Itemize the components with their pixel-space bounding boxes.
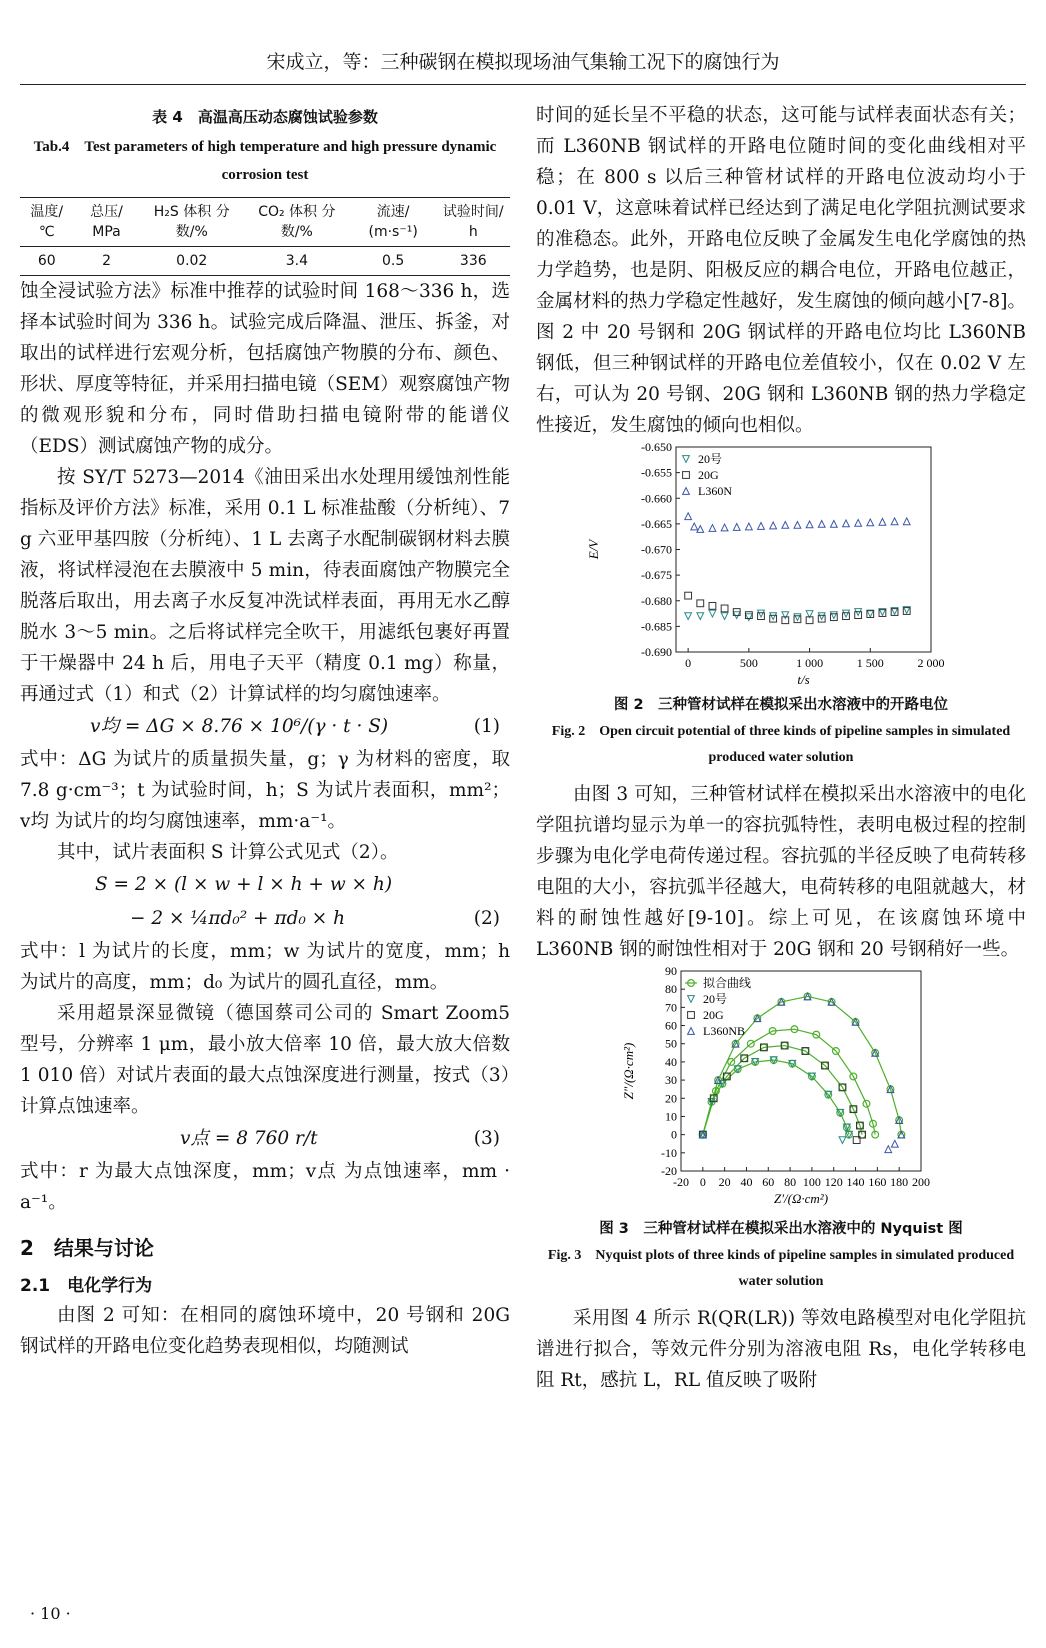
data-point — [806, 521, 813, 528]
data-point — [843, 610, 850, 617]
data-point — [697, 526, 704, 533]
equation-body: v均 = ΔG × 8.76 × 10⁶/(γ · t · S) — [90, 716, 389, 737]
figure-3-caption-cn: 图 3 三种管材试样在模拟采出水溶液中的 Nyquist 图 — [599, 1221, 963, 1237]
paragraph: 由图 2 可知：在相同的腐蚀环境中，20 号钢和 20G 钢试样的开路电位变化趋势表现相似，均随测试 — [20, 1305, 510, 1357]
x-tick-label: 40 — [740, 1175, 753, 1189]
y-tick-label: -0.660 — [641, 491, 672, 506]
paragraph: 按 SY/T 5273—2014《油田采出水处理用缓蚀剂性能指标及评价方法》标准，采用 0.1 L 标准盐酸（分析纯）、7 g 六亚甲基四胺（分析纯）、1 L 去离子水配制碳钢材料去膜液，将试样浸泡在去膜液中 5 min，待表面腐蚀产物膜完全脱落后取出，用去离子水反复冲洗试样表面，再用无水乙醇脱水 3～5 min。之后将试样完全吹干，用滤纸包裹好再置于干燥器中 24 h 后，用电子天平（精度 0.1 mg）称量，再通过式（1）和式（2）计算试样的均匀腐蚀速率。 — [20, 467, 510, 705]
legend-label: 20G — [703, 1008, 724, 1022]
y-tick-label: 0 — [671, 1127, 677, 1142]
legend-marker — [683, 456, 690, 463]
paragraph: 式中：l 为试片的长度，mm；w 为试片的宽度，mm；h 为试片的高度，mm；d₀ 为试片的圆孔直径，mm。 — [20, 941, 510, 993]
y-tick-label: -0.685 — [641, 619, 672, 634]
data-point — [830, 520, 837, 527]
y-tick-label: -0.675 — [641, 568, 672, 583]
data-point — [697, 600, 704, 607]
legend-marker — [688, 1012, 695, 1019]
table-header: 试验时间/ h — [437, 198, 510, 247]
equation-2b — [20, 902, 510, 936]
x-tick-label: 200 — [912, 1175, 930, 1189]
data-point — [758, 523, 765, 530]
fit-curve-3 — [703, 1029, 875, 1134]
data-point — [721, 613, 728, 620]
x-axis-label: Z′/(Ω·cm²) — [773, 1191, 829, 1206]
x-tick-label: 0 — [699, 1175, 706, 1189]
y-tick-label: 80 — [665, 982, 677, 997]
figure-3-caption-en: Fig. 3 Nyquist plots of three kinds of pipeline samples in simulated produced water solution — [547, 1248, 1015, 1289]
data-point — [709, 602, 716, 609]
table-cell: 60 — [20, 247, 74, 276]
equation-3 — [20, 1122, 510, 1156]
x-tick-label: -20 — [673, 1175, 689, 1189]
x-tick-label: 140 — [846, 1175, 865, 1189]
table-cell: 0.02 — [140, 247, 244, 276]
section-heading: 2 结果与讨论 — [20, 1236, 154, 1260]
x-tick-label: 100 — [802, 1175, 821, 1189]
legend-label: L360NB — [703, 1024, 745, 1038]
equation-1 — [20, 710, 510, 744]
table-cell: 3.4 — [244, 247, 350, 276]
y-axis-label: Z″/(Ω·cm²) — [621, 1042, 636, 1100]
x-tick-label: 2 000 — [917, 656, 945, 670]
data-point — [782, 522, 789, 529]
equation-body: v点 = 8 760 r/t — [180, 1128, 318, 1149]
data-point — [867, 610, 874, 617]
data-point — [891, 1140, 898, 1147]
data-point — [733, 524, 740, 531]
paragraph: 采用图 4 所示 R(QR(LR)) 等效电路模型对电化学阻抗谱进行拟合，等效元件分别为溶液电阻 Rs，电化学转移电阻 Rt，感抗 L，RL 值反映了吸附 — [536, 1308, 1026, 1391]
legend-marker — [688, 1028, 695, 1035]
equation-number: (1) — [473, 716, 500, 737]
legend-label: 20号 — [698, 452, 723, 466]
data-point — [770, 613, 777, 620]
table-row — [20, 247, 510, 276]
data-point — [709, 525, 716, 532]
y-tick-label: -20 — [661, 1164, 677, 1178]
data-point — [855, 519, 862, 526]
table-header: H₂S 体积 分数/% — [140, 198, 244, 247]
data-point — [721, 524, 728, 531]
data-point — [685, 513, 692, 520]
subsection-heading: 2.1 电化学行为 — [20, 1276, 153, 1296]
data-point — [839, 1137, 846, 1144]
y-tick-label: 20 — [665, 1091, 677, 1106]
data-point — [867, 519, 874, 526]
data-point — [697, 613, 704, 620]
data-point — [685, 592, 692, 599]
paragraph: 式中：ΔG 为试片的质量损失量，g；γ 为材料的密度，取 7.8 g·cm⁻³；t 为试验时间，h；S 为试片表面积，mm²；v均 为试片的均匀腐蚀速率，mm·a⁻¹。 — [20, 749, 510, 832]
x-tick-label: 1 500 — [856, 656, 884, 670]
paragraph: 式中：r 为最大点蚀深度，mm；v点 为点蚀速率，mm · a⁻¹。 — [20, 1161, 510, 1213]
page-number: · 10 · — [30, 1604, 71, 1623]
data-point — [843, 520, 850, 527]
right-column — [536, 100, 1026, 1396]
paragraph: 蚀全浸试验方法》标准中推荐的试验时间 168～336 h，选择本试验时间为 336 h。试验完成后降温、泄压、拆釜，对取出的试样进行宏观分析，包括腐蚀产物膜的分布、颜色、形状、厚度等特征，并采用扫描电镜（SEM）观察腐蚀产物的微观形貌和分布，同时借助扫描电镜附带的能谱仪（EDS）测试腐蚀产物的成分。 — [20, 281, 510, 457]
table-header: 流速/ (m·s⁻¹) — [350, 198, 437, 247]
data-point — [818, 613, 825, 620]
table-cell: 2 — [74, 247, 140, 276]
y-tick-label: 50 — [665, 1036, 677, 1051]
table-header: 总压/ MPa — [74, 198, 140, 247]
table-title-cn: 表 4 高温高压动态腐蚀试验参数 — [152, 108, 378, 126]
y-tick-label: 10 — [665, 1109, 677, 1124]
data-point — [818, 520, 825, 527]
paragraph: 采用超景深显微镜（德国蔡司公司的 Smart Zoom5 型号，分辨率 1 μm，最小放大倍率 10 倍，最大放大倍数 1 010 倍）对试片表面的最大点蚀深度进行测量，按式（3）计算点蚀速率。 — [20, 1003, 510, 1117]
table-cell: 336 — [437, 247, 510, 276]
data-point — [709, 610, 716, 617]
y-tick-label: 40 — [665, 1054, 677, 1069]
y-tick-label: -0.655 — [641, 465, 672, 480]
paragraph: 由图 3 可知，三种管材试样在模拟采出水溶液中的电化学阻抗谱均显示为单一的容抗弧特性，表明电极过程的控制步骤为电化学电荷传递过程。容抗弧的半径反映了电荷转移电阻的大小，容抗弧半径越大，电荷转移的电阻就越大，材料的耐蚀性越好[9-10]。综上可见，在该腐蚀环境中 L360NB 钢的耐蚀性相对于 20G 钢和 20 号钢稍好一些。 — [536, 784, 1026, 960]
table-header: 温度/ ℃ — [20, 198, 74, 247]
legend-label: L360N — [698, 484, 732, 498]
data-point — [770, 522, 777, 529]
data-point — [903, 518, 910, 525]
legend-marker — [683, 472, 690, 479]
data-point — [794, 614, 801, 621]
data-point — [830, 612, 837, 619]
x-tick-label: 80 — [784, 1175, 797, 1189]
data-point — [745, 523, 752, 530]
paragraph: 其中，试片表面积 S 计算公式见式（2）。 — [57, 842, 399, 863]
left-column — [20, 100, 510, 1362]
y-tick-label: -10 — [661, 1145, 677, 1160]
legend-marker — [688, 996, 695, 1003]
table-title-en: Tab.4 Test parameters of high temperature and high pressure dynamic corrosion test — [33, 139, 497, 183]
nyquist-chart — [611, 965, 951, 1215]
data-point — [794, 522, 801, 529]
figure-2-caption-cn: 图 2 三种管材试样在模拟采出水溶液中的开路电位 — [613, 697, 949, 713]
figure-2-caption-en: Fig. 2 Open circuit potential of three kinds of pipeline samples in simulated produced water solution — [551, 724, 1011, 765]
equation-number: (3) — [473, 1128, 500, 1149]
params-table — [20, 197, 510, 276]
x-tick-label: 180 — [890, 1175, 909, 1189]
data-point — [891, 518, 898, 525]
x-tick-label: 500 — [739, 656, 758, 670]
y-tick-label: -0.680 — [641, 593, 672, 608]
equation-body: S = 2 × (l × w + l × h + w × h) — [95, 874, 393, 895]
y-tick-label: 70 — [665, 1000, 677, 1015]
y-tick-label: -0.650 — [641, 441, 672, 454]
y-tick-label: 60 — [665, 1018, 677, 1033]
table-cell: 0.5 — [350, 247, 437, 276]
series-3 — [683, 484, 911, 532]
legend-label: 20G — [698, 468, 719, 482]
y-tick-label: -0.670 — [641, 542, 672, 557]
data-point — [758, 610, 765, 617]
equation-2a — [20, 868, 510, 902]
table-header: CO₂ 体积 分数/% — [244, 198, 350, 247]
data-point — [691, 523, 698, 530]
x-tick-label: 20 — [718, 1175, 731, 1189]
x-tick-label: 120 — [824, 1175, 843, 1189]
legend-label: 拟合曲线 — [703, 976, 752, 990]
equation-number: (2) — [473, 908, 500, 929]
x-tick-label: 0 — [685, 656, 692, 670]
y-tick-label: -0.690 — [641, 645, 672, 659]
x-axis-label: t/s — [797, 672, 810, 687]
ocp-chart — [581, 441, 981, 691]
data-point — [885, 1146, 892, 1153]
data-point — [745, 614, 752, 621]
y-tick-label: -0.665 — [641, 516, 672, 531]
x-tick-label: 160 — [868, 1175, 887, 1189]
table-header-row — [20, 198, 510, 247]
y-tick-label: 90 — [665, 965, 677, 978]
running-header: 宋成立，等：三种碳钢在模拟现场油气集输工况下的腐蚀行为 — [20, 40, 1026, 85]
data-point — [721, 605, 728, 612]
fit-curve-2 — [703, 1046, 862, 1135]
data-point — [879, 518, 886, 525]
y-axis-label: E/V — [586, 539, 601, 560]
legend-marker — [683, 488, 690, 495]
paragraph: 时间的延长呈不平稳的状态，这可能与试样表面状态有关；而 L360NB 钢试样的开路电位随时间的变化曲线相对平稳；在 800 s 以后三种管材试样的开路电位波动均小于 0.01 V，这意味着试样已经达到了满足电化学阻抗测试要求的准稳态。此外，开路电位反映了金属发生电化学腐蚀的热力学趋势，也是阴、阳极反应的耦合电位，开路电位越正，金属材料的热力学稳定性越好，发生腐蚀的倾向越小[7-8]。图 2 中 20 号钢和 20G 钢试样的开路电位均比 L360NB 钢低，但三种钢试样的开路电位差值较小，仅在 0.02 V 左右，可认为 20 号钢、20G 钢和 L360NB 钢的热力学稳定性接近，发生腐蚀的倾向也相似。 — [536, 105, 1026, 436]
x-tick-label: 60 — [762, 1175, 775, 1189]
x-tick-label: 1 000 — [796, 656, 824, 670]
legend-label: 20号 — [703, 992, 728, 1006]
data-point — [782, 612, 789, 619]
data-point — [685, 613, 692, 620]
y-tick-label: 30 — [665, 1073, 677, 1088]
equation-body: − 2 × ¼πd₀² + πd₀ × h — [130, 908, 346, 929]
